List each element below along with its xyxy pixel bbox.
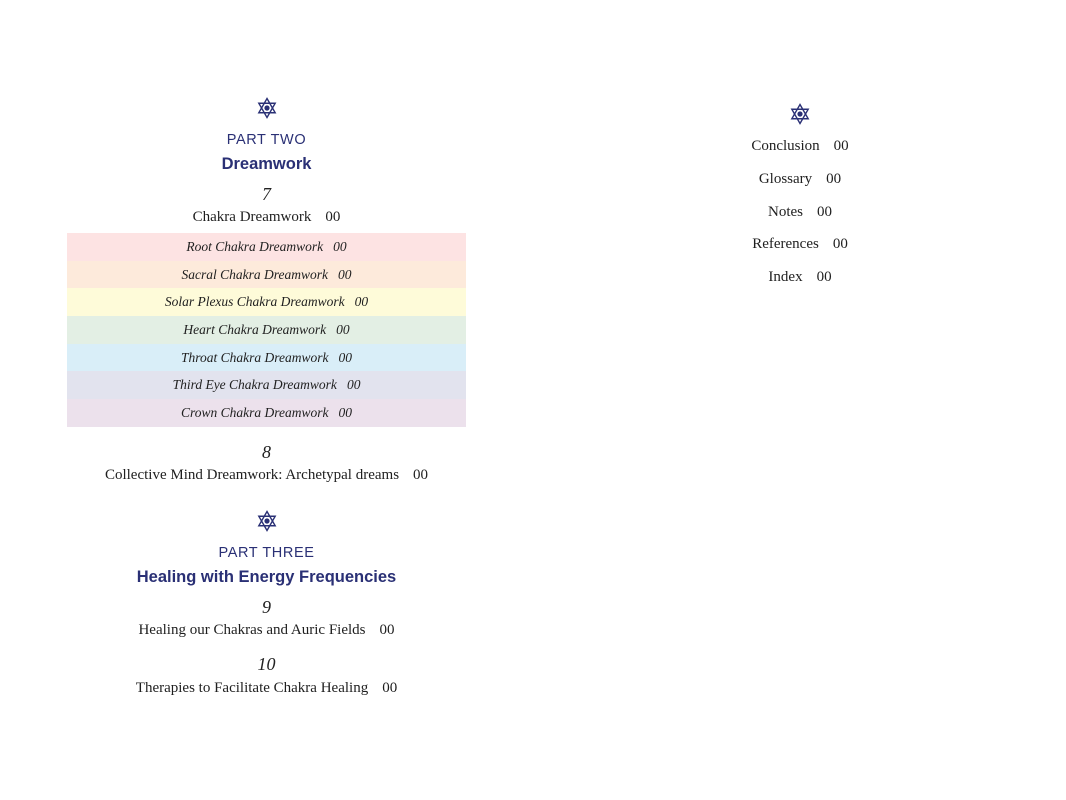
chapter-10-number: 10 bbox=[257, 654, 276, 674]
part-two-label: PART TWO bbox=[226, 132, 307, 148]
chakra-item-page: 00 bbox=[338, 266, 352, 282]
chakra-item-solar-plexus[interactable] bbox=[67, 288, 466, 316]
toc-item-title: Index bbox=[768, 269, 803, 285]
chakra-item-title: Throat Chakra Dreamwork bbox=[180, 349, 329, 365]
chakra-item-page: 00 bbox=[336, 322, 350, 338]
chakra-item-crown[interactable] bbox=[67, 399, 466, 427]
chapter-8-title: Collective Mind Dreamwork: Archetypal dreams bbox=[104, 467, 400, 483]
chapter-9-page: 00 bbox=[379, 622, 395, 638]
toc-item-page: 00 bbox=[832, 236, 848, 252]
toc-item-title: Conclusion bbox=[751, 138, 820, 154]
chapter-9-title: Healing our Chakras and Auric Fields bbox=[138, 622, 366, 638]
chakra-item-page: 00 bbox=[346, 377, 361, 393]
toc-item-page: 00 bbox=[816, 269, 832, 285]
chapter-7-number: 7 bbox=[262, 184, 271, 204]
toc-item-title: Glossary bbox=[758, 171, 813, 187]
toc-item-index[interactable] bbox=[600, 269, 1000, 286]
chapter-10-entry[interactable] bbox=[67, 680, 466, 697]
chakra-item-sacral[interactable] bbox=[67, 261, 466, 289]
chakra-item-title: Heart Chakra Dreamwork bbox=[183, 322, 327, 338]
part-three-ornament bbox=[67, 510, 466, 532]
star-ornament-icon bbox=[256, 97, 278, 119]
toc-item-glossary[interactable] bbox=[600, 171, 1000, 188]
chakra-item-title: Root Chakra Dreamwork bbox=[186, 239, 324, 254]
chakra-item-root[interactable] bbox=[67, 233, 466, 261]
chakra-item-title: Third Eye Chakra Dreamwork bbox=[172, 377, 337, 393]
chakra-item-throat[interactable] bbox=[67, 344, 466, 372]
chapter-7-title: Chakra Dreamwork bbox=[192, 209, 312, 225]
left-page bbox=[67, 0, 466, 800]
chapter-7-page: 00 bbox=[325, 209, 341, 225]
part-two-ornament bbox=[67, 97, 466, 119]
chapter-9-entry[interactable] bbox=[67, 622, 466, 639]
chakra-item-heart[interactable] bbox=[67, 316, 466, 344]
chakra-item-third-eye[interactable] bbox=[67, 371, 466, 399]
toc-item-title: Notes bbox=[768, 204, 803, 220]
chapter-9-number: 9 bbox=[262, 597, 271, 617]
right-page bbox=[600, 0, 1000, 800]
part-two-title: Dreamwork bbox=[221, 155, 312, 173]
chapter-8-number: 8 bbox=[262, 442, 271, 462]
toc-item-page: 00 bbox=[833, 138, 849, 154]
part-three-title: Healing with Energy Frequencies bbox=[136, 568, 397, 586]
chapter-7-entry[interactable] bbox=[67, 209, 466, 226]
chakra-item-title: Solar Plexus Chakra Dreamwork bbox=[164, 294, 345, 310]
chakra-item-page: 00 bbox=[338, 349, 352, 365]
toc-item-notes[interactable] bbox=[600, 204, 1000, 221]
toc-item-conclusion[interactable] bbox=[600, 138, 1000, 155]
toc-item-page: 00 bbox=[817, 204, 832, 220]
chapter-10-title: Therapies to Facilitate Chakra Healing bbox=[135, 680, 369, 696]
toc-item-page: 00 bbox=[826, 171, 842, 187]
chakra-list bbox=[67, 233, 466, 427]
chakra-item-page: 00 bbox=[354, 294, 369, 310]
chakra-item-page: 00 bbox=[338, 405, 352, 421]
chakra-item-title: Crown Chakra Dreamwork bbox=[180, 405, 329, 421]
chakra-item-title: Sacral Chakra Dreamwork bbox=[181, 266, 328, 282]
toc-item-title: References bbox=[752, 236, 819, 252]
star-ornament-icon bbox=[789, 103, 811, 125]
chapter-8-entry[interactable] bbox=[67, 467, 466, 484]
chapter-8-page: 00 bbox=[413, 467, 429, 483]
chapter-10-page: 00 bbox=[382, 680, 398, 696]
toc-item-references[interactable] bbox=[600, 236, 1000, 253]
part-three-label: PART THREE bbox=[218, 545, 315, 561]
chakra-item-page: 00 bbox=[333, 239, 347, 254]
star-ornament-icon bbox=[256, 510, 278, 532]
end-matter-ornament bbox=[600, 103, 1000, 125]
